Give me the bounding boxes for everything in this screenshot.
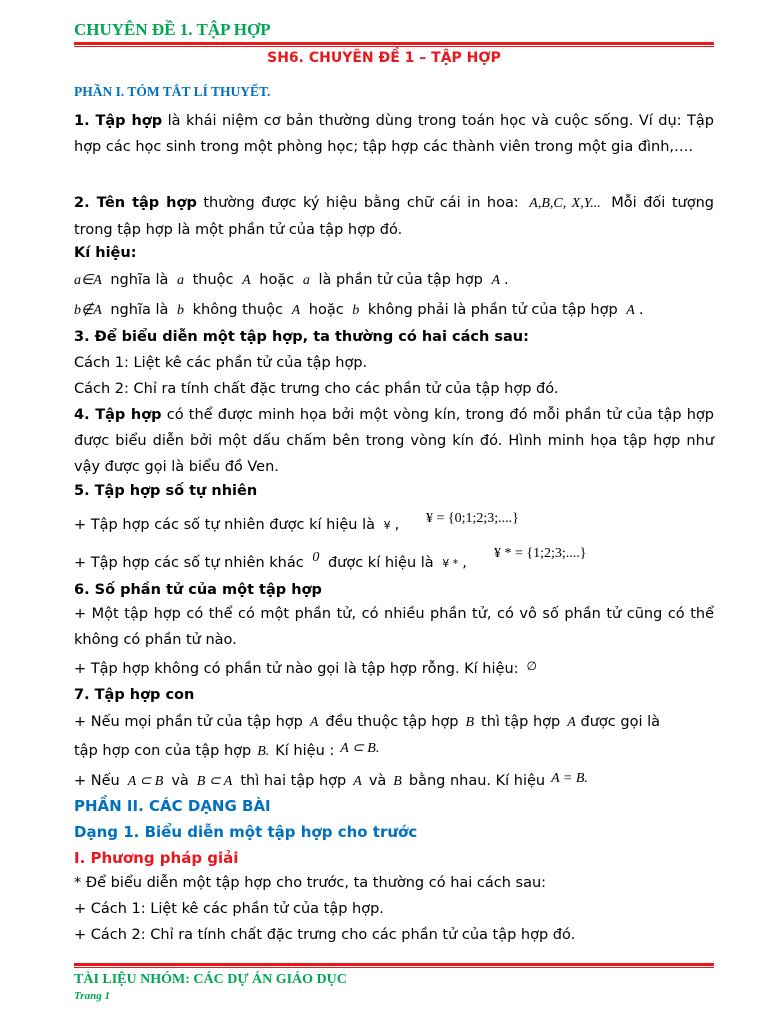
- zero-math: 0: [312, 550, 320, 565]
- part-2-heading: PHẦN II. CÁC DẠNG BÀI: [74, 797, 271, 815]
- p7c-text-1: + Nếu: [74, 773, 120, 789]
- method-intro: * Để biểu diễn một tập hợp cho trước, ta thường có hai cách sau:: [74, 875, 547, 891]
- p7c-text-2: và: [171, 773, 189, 789]
- notation-label: Kí hiệu:: [74, 245, 137, 261]
- k2-math-5: A: [626, 303, 635, 318]
- k1-math-3: A: [242, 273, 251, 288]
- k2-text-5: .: [638, 302, 644, 318]
- p7c-math-3: A: [353, 774, 362, 789]
- paragraph-3-heading: 3. Để biểu diễn một tập hợp, ta thường có hai cách sau:: [74, 329, 529, 345]
- type-1-heading: Dạng 1. Biểu diễn một tập hợp cho trước: [74, 823, 418, 841]
- p5b-text-2: được kí hiệu là: [327, 555, 434, 571]
- p5a-comma: ,: [394, 517, 400, 533]
- p2-bold: 2. Tên tập hợp: [74, 195, 197, 211]
- p2-math: A,B,C, X,Y...: [529, 196, 601, 211]
- k2-text-2: không thuộc: [188, 302, 288, 318]
- p1-text: là khái niệm cơ bản thường dùng trong toán học và cuộc sống. Ví dụ: Tập hợp các học sinh trong một phòng học; tập hợp các thành viên trong một gia đình,….: [74, 113, 714, 155]
- k2-math-2: b: [177, 303, 184, 318]
- method-1-text: Cách 1: Liệt kê các phần tử của tập hợp.: [74, 355, 368, 371]
- p5b-comma: ,: [462, 555, 467, 571]
- notation-heading: [74, 245, 137, 261]
- k2-text-4: không phải là phần tử của tập hợp: [363, 302, 623, 318]
- p5b-text: + Tập hợp các số tự nhiên khác: [74, 555, 304, 571]
- natural-star-symbol: ¥ *: [442, 557, 459, 570]
- equal-sets-notation: A = B.: [551, 771, 588, 786]
- p7b-text-1: tập hợp con của tập hợp: [74, 743, 252, 759]
- notation-line-2: [74, 302, 643, 319]
- method-2-text: Cách 2: Chỉ ra tính chất đặc trưng cho các phần tử của tập hợp đó.: [74, 381, 559, 397]
- k2-math-3: A: [291, 303, 301, 318]
- k2-math-4: b: [352, 303, 360, 318]
- notation-line-1: [74, 272, 509, 289]
- header-title: CHUYÊN ĐỀ 1. TẬP HỢP: [74, 20, 271, 39]
- p5a-text: + Tập hợp các số tự nhiên được kí hiệu là: [74, 517, 376, 533]
- empty-set-symbol: ∅: [526, 659, 537, 673]
- natural-numbers-nonzero-line: [74, 546, 587, 572]
- p7a-math-2: B: [465, 715, 475, 730]
- p6b-text: + Tập hợp không có phần tử nào gọi là tập hợp rỗng. Kí hiệu:: [74, 661, 519, 677]
- method-heading: I. Phương pháp giải: [74, 849, 239, 867]
- p4-text: có thể được minh họa bởi một vòng kín, trong đó mỗi phần tử của tập hợp được biểu diễn bởi một dấu chấm bên trong vòng kín đó. Hình minh họa tập hợp như vậy được gọi là biểu đồ Ven.: [74, 407, 714, 475]
- header-rule-thick: [74, 42, 714, 45]
- paragraph-4: [74, 402, 714, 480]
- p7a-text-1: + Nếu mọi phần tử của tập hợp: [74, 714, 303, 730]
- k1-text-4: là phần tử của tập hợp: [313, 272, 488, 288]
- header-rule-thin: [74, 46, 714, 47]
- natural-numbers-line: [74, 511, 519, 533]
- footer-rule-thin: [74, 967, 714, 968]
- natural-set-definition: ¥ = {0;1;2;3;....}: [426, 511, 519, 526]
- k1-math-1: a∈A: [74, 273, 102, 288]
- p7a-math-1: A: [309, 715, 319, 730]
- natural-set-symbol: ¥: [383, 519, 391, 532]
- page-number: Trang 1: [74, 990, 110, 1002]
- method-step-1: + Cách 1: Liệt kê các phần tử của tập hợp.: [74, 901, 384, 917]
- p7a-text-3: thì tập hợp: [481, 714, 561, 730]
- method-step-2: + Cách 2: Chỉ ra tính chất đặc trưng cho các phần tử của tập hợp đó.: [74, 927, 576, 943]
- p2-text: thường được ký hiệu bằng chữ cái in hoa:: [196, 195, 526, 211]
- footer-rule-thick: [74, 963, 714, 966]
- paragraph-7-heading: 7. Tập hợp con: [74, 687, 195, 703]
- p7c-text-3: thì hai tập hợp: [240, 773, 347, 789]
- k2-text-1: nghĩa là: [105, 302, 173, 318]
- p7c-math-4: B: [393, 774, 402, 789]
- p2-text-2: Mỗi đối tượng trong tập hợp là một phần tử của tập hợp đó.: [74, 195, 714, 238]
- k1-math-2: a: [177, 273, 184, 288]
- empty-set-line: [74, 661, 537, 677]
- p7a-text-2: đều thuộc tập hợp: [325, 714, 459, 730]
- natural-star-set-definition: ¥ * = {1;2;3;....}: [494, 546, 587, 561]
- p7b-text-2: Kí hiệu :: [275, 743, 335, 759]
- p7a-math-3: A: [567, 715, 576, 730]
- k1-math-5: A: [491, 273, 501, 288]
- p7c-text-5: bằng nhau. Kí hiệu: [408, 773, 546, 789]
- subset-line-2: [74, 743, 385, 760]
- equal-sets-line: [74, 773, 594, 790]
- subset-notation: A ⊂ B.: [340, 741, 380, 756]
- p7c-text-4: và: [368, 773, 387, 789]
- k1-text-5: .: [504, 272, 509, 288]
- paragraph-5-heading: 5. Tập hợp số tự nhiên: [74, 483, 258, 499]
- p7c-math-1: A ⊂ B: [127, 774, 164, 789]
- paragraph-6-heading: 6. Số phần tử của một tập hợp: [74, 582, 322, 598]
- footer-title: TÀI LIỆU NHÓM: CÁC DỰ ÁN GIÁO DỤC: [74, 972, 347, 987]
- k1-math-4: a: [302, 273, 310, 288]
- subset-line-1: [74, 714, 714, 731]
- p4-bold: 4. Tập hợp: [74, 407, 162, 423]
- p7a-text-4: được gọi là: [580, 714, 660, 730]
- document-title: SH6. CHUYÊN ĐỀ 1 – TẬP HỢP: [267, 50, 501, 66]
- part-1-heading: PHẦN I. TÓM TẮT LÍ THUYẾT.: [74, 84, 271, 99]
- p1-bold: 1. Tập hợp: [74, 113, 163, 129]
- k2-text-3: hoặc: [304, 302, 349, 318]
- p7c-math-2: B ⊂ A: [196, 774, 233, 789]
- k2-math-1: b∉A: [74, 303, 102, 318]
- paragraph-1: [74, 108, 714, 160]
- k1-text-2: thuộc: [188, 272, 239, 288]
- paragraph-6a: + Một tập hợp có thể có một phần tử, có nhiều phần tử, có vô số phần tử cũng có thể không có phần tử nào.: [74, 606, 714, 648]
- k1-text-3: hoặc: [254, 272, 299, 288]
- paragraph-2: [74, 190, 714, 243]
- k1-text-1: nghĩa là: [105, 272, 173, 288]
- p7b-math-1: B.: [257, 744, 270, 759]
